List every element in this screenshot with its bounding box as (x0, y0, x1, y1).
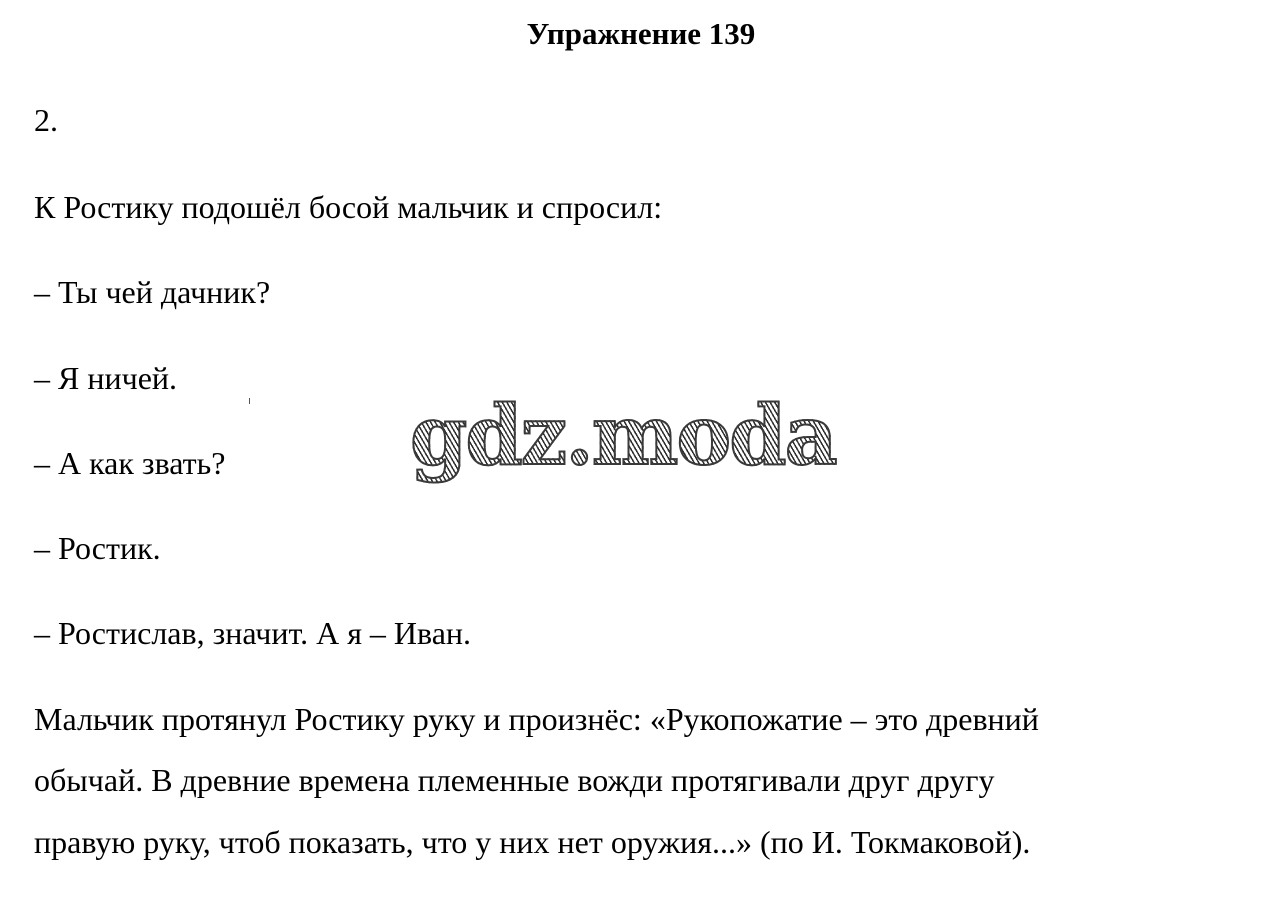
item-number: 2. (34, 102, 58, 138)
text-line-7: Мальчик протянул Ростику руку и произнёс: «Рукопожатие – это древний (34, 701, 1039, 737)
text-line-5: – Ростик. (34, 530, 161, 566)
watermark-logo: gdz.moda (410, 388, 836, 484)
text-line-1: К Ростику подошёл босой мальчик и спросил: (34, 189, 663, 225)
scan-mark (249, 398, 250, 404)
text-line-6: – Ростислав, значит. А я – Иван. (34, 615, 472, 651)
text-line-3: – Я ничей. (34, 360, 178, 396)
text-line-8: обычай. В древние времена племенные вожди протягивали друг другу (34, 762, 995, 798)
text-line-4: – А как звать? (34, 445, 226, 481)
exercise-title: Упражнение 139 (526, 16, 756, 51)
text-line-2: – Ты чей дачник? (34, 274, 271, 310)
text-line-9: правую руку, чтоб показать, что у них нет оружия...» (по И. Токмаковой). (34, 824, 1031, 860)
